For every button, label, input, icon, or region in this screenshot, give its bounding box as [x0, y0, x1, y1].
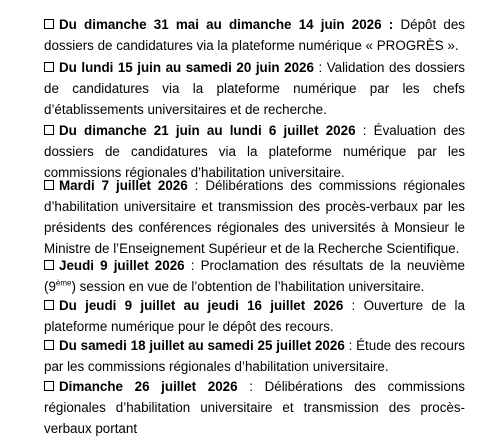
item-separator: :	[355, 123, 374, 138]
item-separator: :	[237, 379, 265, 394]
item-text: Ouverture de la plateforme numérique pour le dépôt des recours.	[44, 298, 465, 334]
item-text: Étude des recours par les commissions régionales d’habilitation universitaire.	[44, 338, 465, 374]
checkbox-icon	[44, 340, 54, 350]
item-text: Délibérations des commissions régionales d’habilitation universitaire et transmission des procès-verbaux par les présidents des conférences régionales des universités à Monsieur le Ministre de l’Enseignement Supérieur et de la Recherche Scientifique.	[44, 178, 466, 256]
schedule-item-5	[44, 255, 465, 297]
schedule-item-3	[44, 120, 465, 183]
checkbox-icon	[44, 381, 54, 391]
item-date: Du lundi 15 juin au samedi 20 juin 2026	[59, 60, 314, 75]
item-text: Validation des dossiers de candidatures via la plateforme numérique par les chefs d’établissements universitaires et de recherche.	[44, 60, 465, 117]
item-separator: :	[187, 178, 206, 193]
item-date: Mardi 7 juillet 2026	[59, 178, 188, 193]
item-text: Délibérations des commissions régionales d’habilitation universitaire et transmission des procès-verbaux portant	[44, 379, 465, 436]
checkbox-icon	[44, 62, 54, 72]
item-date: Du dimanche 31 mai au dimanche 14 juin 2026	[59, 17, 382, 32]
item-separator: :	[313, 60, 327, 75]
schedule-item-7	[44, 335, 465, 377]
schedule-item-1	[44, 14, 465, 56]
item-date: Dimanche 26 juillet 2026	[59, 379, 238, 394]
superscript: ème	[55, 278, 72, 288]
item-date: Du samedi 18 juillet au samedi 25 juillet 2026	[59, 338, 345, 353]
item-separator: :	[381, 17, 401, 32]
item-text-continued: ) session en vue de l’obtention de l’habilitation universitaire.	[71, 279, 425, 294]
item-text: Évaluation des dossiers de candidatures via la plateforme numérique par les commissions régionales d’habilitation universitaire.	[44, 123, 466, 180]
schedule-item-2	[44, 57, 465, 120]
schedule-item-4	[44, 175, 465, 259]
item-date: Du jeudi 9 juillet au jeudi 16 juillet 2026	[59, 298, 344, 313]
item-separator: :	[184, 258, 201, 273]
item-separator: :	[343, 298, 364, 313]
schedule-item-8	[44, 376, 465, 439]
item-text: Proclamation des résultats de la neuvième (9	[44, 258, 465, 294]
item-date: Du dimanche 21 juin au lundi 6 juillet 2026	[59, 123, 356, 138]
checkbox-icon	[44, 180, 54, 190]
checkbox-icon	[44, 300, 54, 310]
checkbox-icon	[44, 260, 54, 270]
schedule-item-6	[44, 295, 465, 337]
item-separator: :	[344, 338, 357, 353]
checkbox-icon	[44, 125, 54, 135]
item-date: Jeudi 9 juillet 2026	[59, 258, 185, 273]
checkbox-icon	[44, 19, 54, 29]
item-text: Dépôt des dossiers de candidatures via la plateforme numérique « PROGRÈS ».	[44, 17, 465, 53]
